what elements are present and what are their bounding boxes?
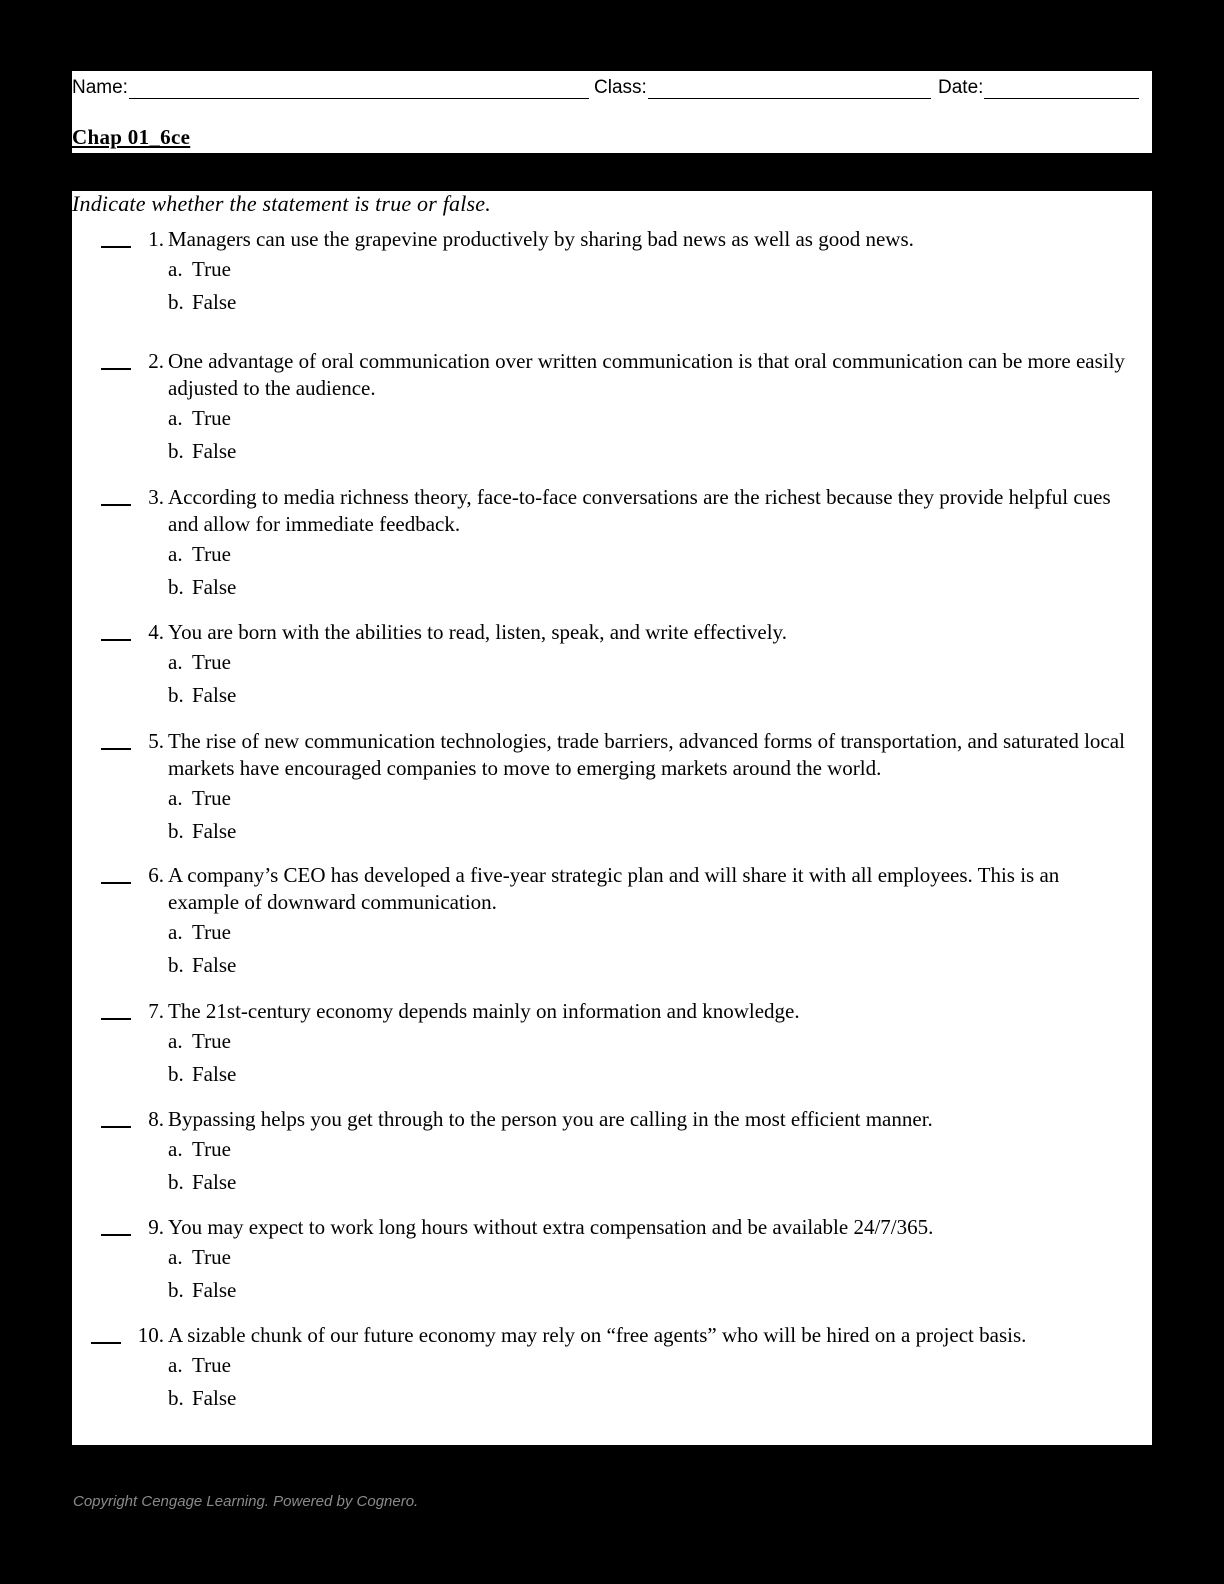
question-text: Bypassing helps you get through to the person you are calling in the most efficient manner. [168,1107,933,1131]
question-text: You may expect to work long hours without extra compensation and be available 24/7/365. [168,1215,934,1239]
option-a: a. True [168,542,231,566]
option-b: b. False [168,1062,237,1086]
option-a: a. True [168,920,231,944]
option-b: b. False [168,1386,237,1410]
instructions: Indicate whether the statement is true or false. [72,191,491,216]
class-line[interactable] [648,76,931,99]
option-b: b. False [168,290,237,314]
question-number: 7. [148,999,164,1023]
question-number: 5. [148,729,164,753]
option-b: b. False [168,1170,237,1194]
option-b: b. False [168,1278,237,1302]
option-a: a. True [168,1353,231,1377]
name-field [72,73,589,99]
question-section [72,191,1152,1445]
option-b: b. False [168,683,237,707]
question-number: 6. [148,863,164,887]
class-field [594,73,931,99]
question-text: The rise of new communication technologies, trade barriers, advanced forms of transportation, and saturated local markets have encouraged companies to move to emerging markets around the world. [168,729,1125,780]
option-a: a. True [168,786,231,810]
question-text: According to media richness theory, face-to-face conversations are the richest because they provide helpful cues and allow for immediate feedback. [168,485,1111,536]
question-text: A sizable chunk of our future economy may rely on “free agents” who will be hired on a project basis. [168,1323,1027,1347]
name-line[interactable] [129,76,589,99]
question-number: 2. [148,349,164,373]
option-a: a. True [168,406,231,430]
question-text: The 21st-century economy depends mainly on information and knowledge. [168,999,800,1023]
question-text: A company’s CEO has developed a five-year strategic plan and will share it with all employees. This is an example of downward communication. [168,863,1060,914]
date-label: Date: [938,77,984,98]
option-a: a. True [168,1029,231,1053]
question-number: 3. [148,485,164,509]
option-b: b. False [168,819,237,843]
option-a: a. True [168,1245,231,1269]
option-b: b. False [168,575,237,599]
option-a: a. True [168,1137,231,1161]
question-number: 10. [137,1323,164,1347]
student-info-row [72,73,1152,99]
question-number: 4. [148,620,164,644]
question-text: You are born with the abilities to read, listen, speak, and write effectively. [168,620,787,644]
question-number: 9. [148,1215,164,1239]
worksheet-header [72,71,1152,153]
question-number: 8. [148,1107,164,1131]
name-label: Name: [72,77,128,98]
question-text: Managers can use the grapevine productively by sharing bad news as well as good news. [168,227,914,251]
copyright-footer: Copyright Cengage Learning. Powered by Cognero. [73,1493,419,1510]
chapter-title: Chap 01_6ce [72,125,191,149]
date-line[interactable] [984,76,1139,99]
option-b: b. False [168,953,237,977]
question-number: 1. [148,227,164,251]
option-a: a. True [168,257,231,281]
question-text: One advantage of oral communication over written communication is that oral communication can be more easily adjusted to the audience. [168,349,1125,400]
date-field [938,73,1139,99]
class-label: Class: [594,77,647,98]
option-a: a. True [168,650,231,674]
option-b: b. False [168,439,237,463]
